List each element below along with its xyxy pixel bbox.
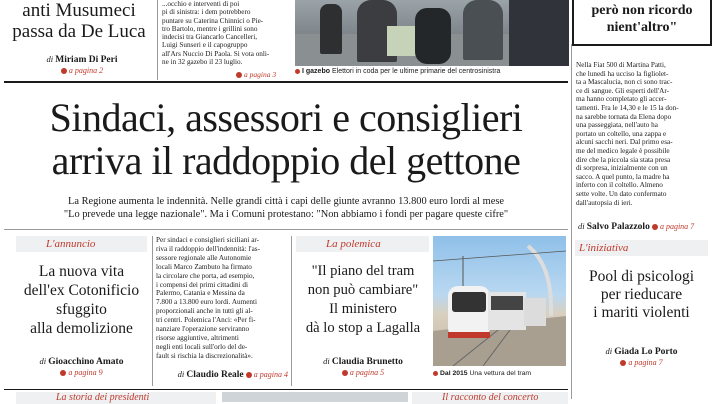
center-byline: di Claudio Reale a pagina 4 (177, 369, 288, 380)
text-line: ma hanno completato gli accer- (576, 95, 667, 104)
main-deck (4, 195, 568, 221)
text-line: ne in 32 gazebo il 23 luglio. (162, 58, 243, 67)
page-dot-icon (246, 372, 252, 378)
text-line: ...occhio e interventi di poi (162, 0, 240, 8)
byline-name: Giada Lo Porto (614, 347, 678, 357)
bottom-kicker-right (412, 392, 568, 404)
kicker-text: Il racconto del concerto (442, 392, 539, 403)
headline-line: passa da De Luca (12, 21, 146, 42)
quote-line: nient'altro" (606, 20, 678, 35)
byline-name: Gioacchino Amato (48, 357, 124, 367)
byline-page: a pagina 7 (659, 222, 695, 231)
bottom-kicker-left (16, 392, 216, 404)
section-rule (4, 229, 568, 230)
byline-prefix: di (46, 54, 54, 64)
text-line: tro Bartolo, mentre i grillini sono (162, 24, 258, 33)
page-ref: a pagina 3 (244, 70, 277, 79)
page-dot-icon (236, 72, 242, 78)
page-dot-icon (342, 370, 348, 376)
tram-photo (433, 236, 566, 366)
quote-box (572, 0, 712, 46)
headline-line: dell'ex Cotonificio (23, 282, 140, 299)
quote-line: però non ricordo (591, 3, 693, 18)
text-line: fault si rischia la discrezionalità». (156, 351, 253, 360)
bottom-photo-strip (222, 392, 408, 402)
headline-line: "Il piano del tram (311, 263, 415, 279)
headline-line-1: Sindaci, assessori e consiglieri (49, 95, 523, 140)
page-dot-icon (61, 68, 67, 74)
caption-text: Una vettura del tram (469, 370, 532, 377)
text-line: pi di sinistra: i dem potrebbero (162, 8, 251, 17)
text-line: negli enti locali sull'orlo del de- (156, 342, 248, 351)
text-line: nanziare l'operazione serviranno (156, 325, 250, 334)
column-divider (291, 236, 292, 386)
text-line: puntare su Caterina Chinnici o Pie- (162, 16, 264, 25)
headline-line: Pool di psicologi (588, 268, 695, 285)
text-line: Palermo, Catania e Messina da (156, 289, 245, 298)
headline-line: non può cambiare" (307, 282, 419, 298)
byline-page: a pagina 9 (68, 368, 103, 377)
deck-line: "Lo prevede una legge nazionale". Ma i Comuni protestano: "Non abbiamo i fondi per pagare queste cifre" (63, 209, 509, 220)
headline-line: anti Musumeci (22, 0, 136, 21)
byline-page: a pagina 4 (253, 370, 288, 379)
text-line: la circolare che porta, ad esempio, (156, 271, 255, 280)
deck-line: La Regione aumenta le indennità. Nelle grandi città i capi delle giunte avranno 13.800 euro lordi al mese (68, 196, 504, 207)
headline-line: alla demolizione (30, 320, 133, 337)
right-column-text (576, 61, 706, 207)
byline-page: a pagina 5 (349, 368, 385, 377)
kicker-text: L'annuncio (46, 238, 96, 250)
annuncio-byline: di Gioacchino Amato a pagina 9 (39, 356, 124, 377)
text-line: locali Marco Zambuto ha firmato (156, 262, 252, 271)
text-line: dire che la piccola sia stata presa (576, 155, 671, 164)
right-kicker (575, 240, 708, 256)
kicker-text: La polemica (326, 238, 381, 250)
top-left-headline (4, 0, 154, 42)
section-rule (4, 389, 568, 390)
text-line: dall'autopsia di ieri. (576, 198, 633, 207)
right-byline-2: di Giada Lo Porto a pagina 7 (605, 346, 678, 367)
text-line: tamenti. Fra le 14,30 e le 15 la don- (576, 103, 679, 112)
text-line: na sarebbe tornata da Elena dopo (576, 112, 672, 121)
top-mid-text (162, 0, 290, 66)
tram-illustration (433, 236, 566, 366)
text-line: i compensi dei primi cittadini di (156, 280, 249, 289)
text-line: portato un coltello, una zappa e (576, 129, 667, 138)
byline-name: Claudia Brunetto (331, 357, 403, 367)
column-divider (571, 44, 572, 399)
page-dot-icon (60, 370, 66, 376)
byline-name: Miriam Di Peri (55, 55, 118, 65)
text-line: indecisi tra Giancarlo Cancelleri, (162, 33, 257, 42)
headline-line-2: arriva il raddoppio del gettone (51, 138, 521, 183)
text-line: ta a Mascalucia, non ci sono trac- (576, 78, 673, 87)
byline-page: a pagina 2 (68, 66, 104, 75)
caption-label: Dal 2015 (440, 370, 468, 377)
kicker-text: L'iniziativa (579, 242, 629, 254)
right-headline (575, 268, 708, 322)
caption-label: I gazebo (302, 68, 331, 75)
headline-line: Il ministero (329, 301, 397, 317)
page-dot-icon (620, 360, 626, 366)
headline-line: per rieducare (600, 286, 683, 303)
headline-line: i mariti violenti (593, 304, 690, 321)
polemica-kicker (296, 236, 429, 252)
tram-caption (433, 370, 567, 377)
page-dot-icon (652, 224, 658, 230)
polemica-byline: di Claudia Brunetto a pagina 5 (323, 356, 403, 377)
text-line: Per sindaci e consiglieri siciliani ar- (156, 236, 260, 244)
top-mid-page-ref (236, 70, 276, 79)
main-headline (4, 96, 568, 182)
column-divider (157, 0, 158, 80)
text-line: riva il raddoppio dell'indennità: l'as- (156, 244, 260, 253)
annuncio-headline (12, 262, 151, 338)
center-story-text (156, 236, 286, 361)
text-line: tri centri. Polemica l'Anci: «Per fi- (156, 316, 256, 325)
kicker-text: La storia dei presidenti (56, 392, 150, 403)
gazebo-caption (295, 68, 569, 75)
headline-line: La nuova vita (38, 263, 125, 280)
text-line: ce di sangue. Gli esperti dell'Ar- (576, 86, 669, 95)
text-line: all'Ars Nuccio Di Paola. Si vota onli- (162, 49, 270, 58)
text-line: di sorpresa, inizialmente con un (576, 164, 668, 173)
gazebo-photo (295, 0, 569, 66)
text-line: 7.800 a 13.800 euro lordi. Aumenti (156, 298, 258, 307)
text-line: una passeggiata, nell'auto ha (576, 121, 658, 130)
section-rule (4, 81, 568, 83)
caption-text: Elettori in coda per le ultime primarie del centrosinistra (331, 68, 501, 75)
top-left-byline (12, 54, 152, 75)
text-line: sette volte. Un dato confermato (576, 189, 667, 198)
headline-line: dà lo stop a Lagalla (305, 320, 421, 336)
text-line: Nella Fiat 500 di Martina Patti, (576, 61, 666, 69)
right-byline: di Salvo Palazzolo a pagina 7 (578, 221, 695, 232)
byline-name: Claudio Reale (186, 370, 244, 380)
text-line: Luigi Sunseri e il capogruppo (162, 41, 248, 50)
text-line: proporzionali anche in tutti gli al- (156, 307, 253, 316)
text-line: me del medico legale è possibile (576, 146, 670, 155)
headline-line: sfuggito (56, 301, 107, 318)
text-line: risorse aggiuntive, altrimenti (156, 333, 239, 342)
byline-name: Salvo Palazzolo (586, 222, 650, 232)
caption-dot-icon (295, 69, 300, 74)
byline-page: a pagina 7 (628, 358, 663, 367)
polemica-headline (294, 262, 432, 338)
column-divider (152, 236, 153, 386)
text-line: inferto con il coltello. Almeno (576, 181, 663, 190)
text-line: sessore regionale alle Autonomie (156, 253, 252, 262)
text-line: che lunedì ha ucciso la figliolet- (576, 69, 669, 78)
annuncio-kicker (16, 236, 147, 252)
caption-dot-icon (433, 371, 438, 376)
text-line: alcuni sacchi neri. Dal primo esa- (576, 138, 673, 147)
text-line: sacco. A quel punto, la madre ha (576, 172, 670, 181)
